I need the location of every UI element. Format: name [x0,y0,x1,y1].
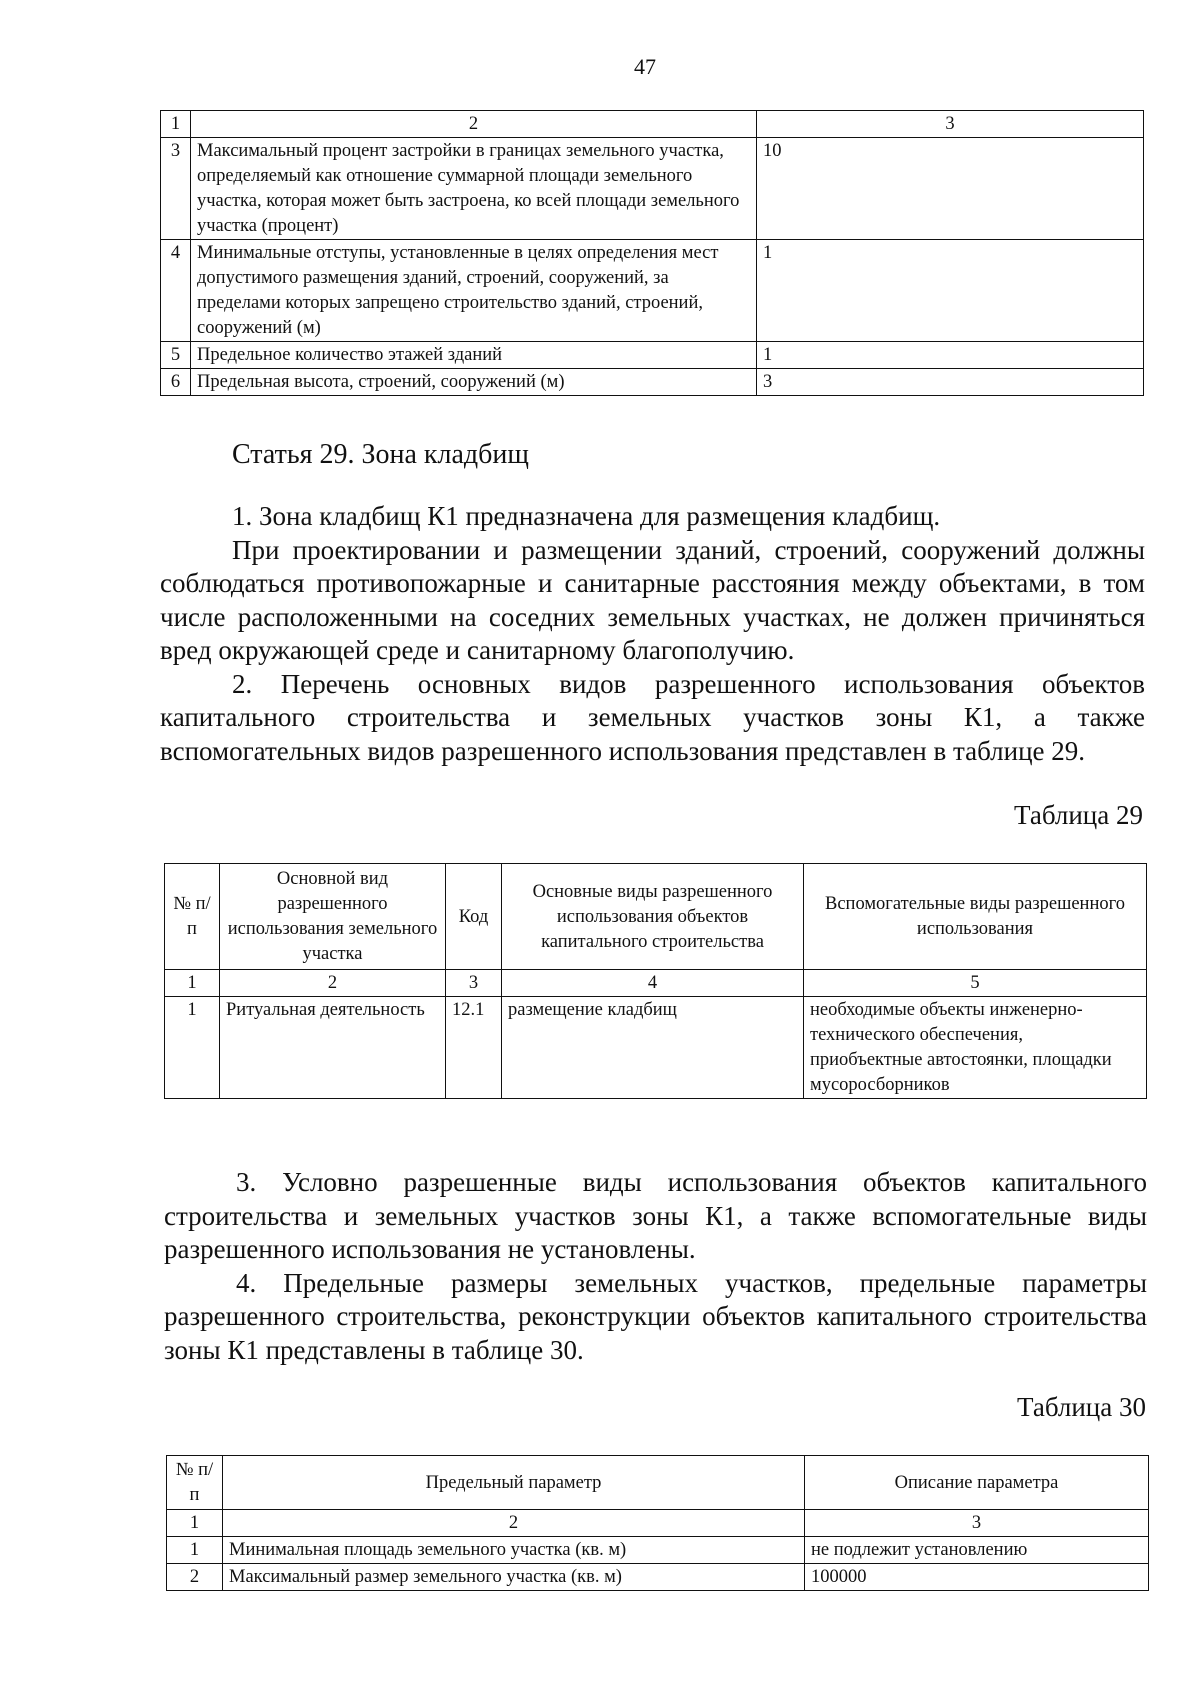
table-30-caption: Таблица 30 [1017,1392,1146,1422]
number-cell: 3 [805,1510,1149,1537]
paragraph: 2. Перечень основных видов разрешенного использования объектов капитального строительства и земельных участков зоны К1, а также вспомогательных видов разрешенного использования представлен в таблице 29. [160,668,1145,766]
table-29 [164,863,1147,1099]
header-cell: № п/п [165,864,220,970]
header-cell: 3 [757,111,1144,138]
header-cell: Предельный параметр [223,1456,805,1510]
number-cell: 1 [167,1510,223,1537]
value-cell: 3 [757,369,1144,396]
header-cell: Основные виды разрешенного использования объектов капитального строительства [502,864,804,970]
number-cell: 2 [223,1510,805,1537]
table-row [167,1564,1149,1591]
article-heading: Статья 29. Зона кладбищ [232,439,529,470]
number-cell: 4 [502,970,804,997]
table-row [161,138,1144,240]
article-body [160,500,1145,768]
table-number-row [167,1510,1149,1537]
number-cell: 5 [804,970,1147,997]
param-cell: Предельное количество этажей зданий [191,342,757,369]
table-header-row [161,111,1144,138]
number-cell: 1 [165,970,220,997]
header-cell: 1 [161,111,191,138]
table-number-row [165,970,1147,997]
value-cell: 1 [757,342,1144,369]
number-cell: 2 [220,970,446,997]
oks-use-cell: размещение кладбищ [502,997,804,1099]
page-number: 47 [634,54,656,79]
row-number: 1 [167,1537,223,1564]
table-continued [160,110,1144,396]
param-cell: Максимальный процент застройки в границах земельного участка, определяемый как отношение суммарной площади земельного участка, которая может быть застроена, ко всей площади земельного участка (процент) [191,138,757,240]
main-use-cell: Ритуальная деятельность [220,997,446,1099]
aux-use-cell: необходимые объекты инженерно-технического обеспечения, приобъектные автостоянки, площадки мусоросборников [804,997,1147,1099]
row-number: 5 [161,342,191,369]
table-29-caption: Таблица 29 [1014,800,1143,830]
paragraph: 3. Условно разрешенные виды использования объектов капитального строительства и земельных участков зоны К1, а также вспомогательные виды разрешенного использования не установлены. [164,1167,1147,1264]
value-cell: 10 [757,138,1144,240]
row-number: 1 [165,997,220,1099]
table-header-row [165,864,1147,970]
paragraph: 4. Предельные размеры земельных участков, предельные параметры разрешенного строительства, реконструкции объектов капитального строительства зоны К1 представлены в таблице 30. [164,1267,1147,1365]
paragraph: 1. Зона кладбищ К1 предназначена для размещения кладбищ. [232,501,941,531]
value-cell: 1 [757,240,1144,342]
table-row [161,342,1144,369]
header-cell: Описание параметра [805,1456,1149,1510]
table-row [167,1537,1149,1564]
paragraph: При проектировании и размещении зданий, строений, сооружений должны соблюдаться противопожарные и санитарные расстояния между объектами, в том числе расположенными на соседних земельных участках, не должен причиняться вред окружающей среде и санитарному благополучию. [160,534,1145,665]
header-cell: Код [446,864,502,970]
row-number: 6 [161,369,191,396]
row-number: 3 [161,138,191,240]
header-cell: № п/п [167,1456,223,1510]
table-row [161,240,1144,342]
param-cell: Максимальный размер земельного участка (кв. м) [223,1564,805,1591]
value-cell: не подлежит установлению [805,1537,1149,1564]
header-cell: Основной вид разрешенного использования земельного участка [220,864,446,970]
header-cell: 2 [191,111,757,138]
param-cell: Минимальная площадь земельного участка (кв. м) [223,1537,805,1564]
table-30 [166,1455,1149,1591]
code-cell: 12.1 [446,997,502,1099]
row-number: 2 [167,1564,223,1591]
table-row [165,997,1147,1099]
value-cell: 100000 [805,1564,1149,1591]
table-header-row [167,1456,1149,1510]
article-body-continued [164,1166,1147,1367]
number-cell: 3 [446,970,502,997]
row-number: 4 [161,240,191,342]
param-cell: Предельная высота, строений, сооружений (м) [191,369,757,396]
param-cell: Минимальные отступы, установленные в целях определения мест допустимого размещения зданий, строений, сооружений, за пределами которых запрещено строительство зданий, строений, сооружений (м) [191,240,757,342]
header-cell: Вспомогательные виды разрешенного использования [804,864,1147,970]
table-row [161,369,1144,396]
